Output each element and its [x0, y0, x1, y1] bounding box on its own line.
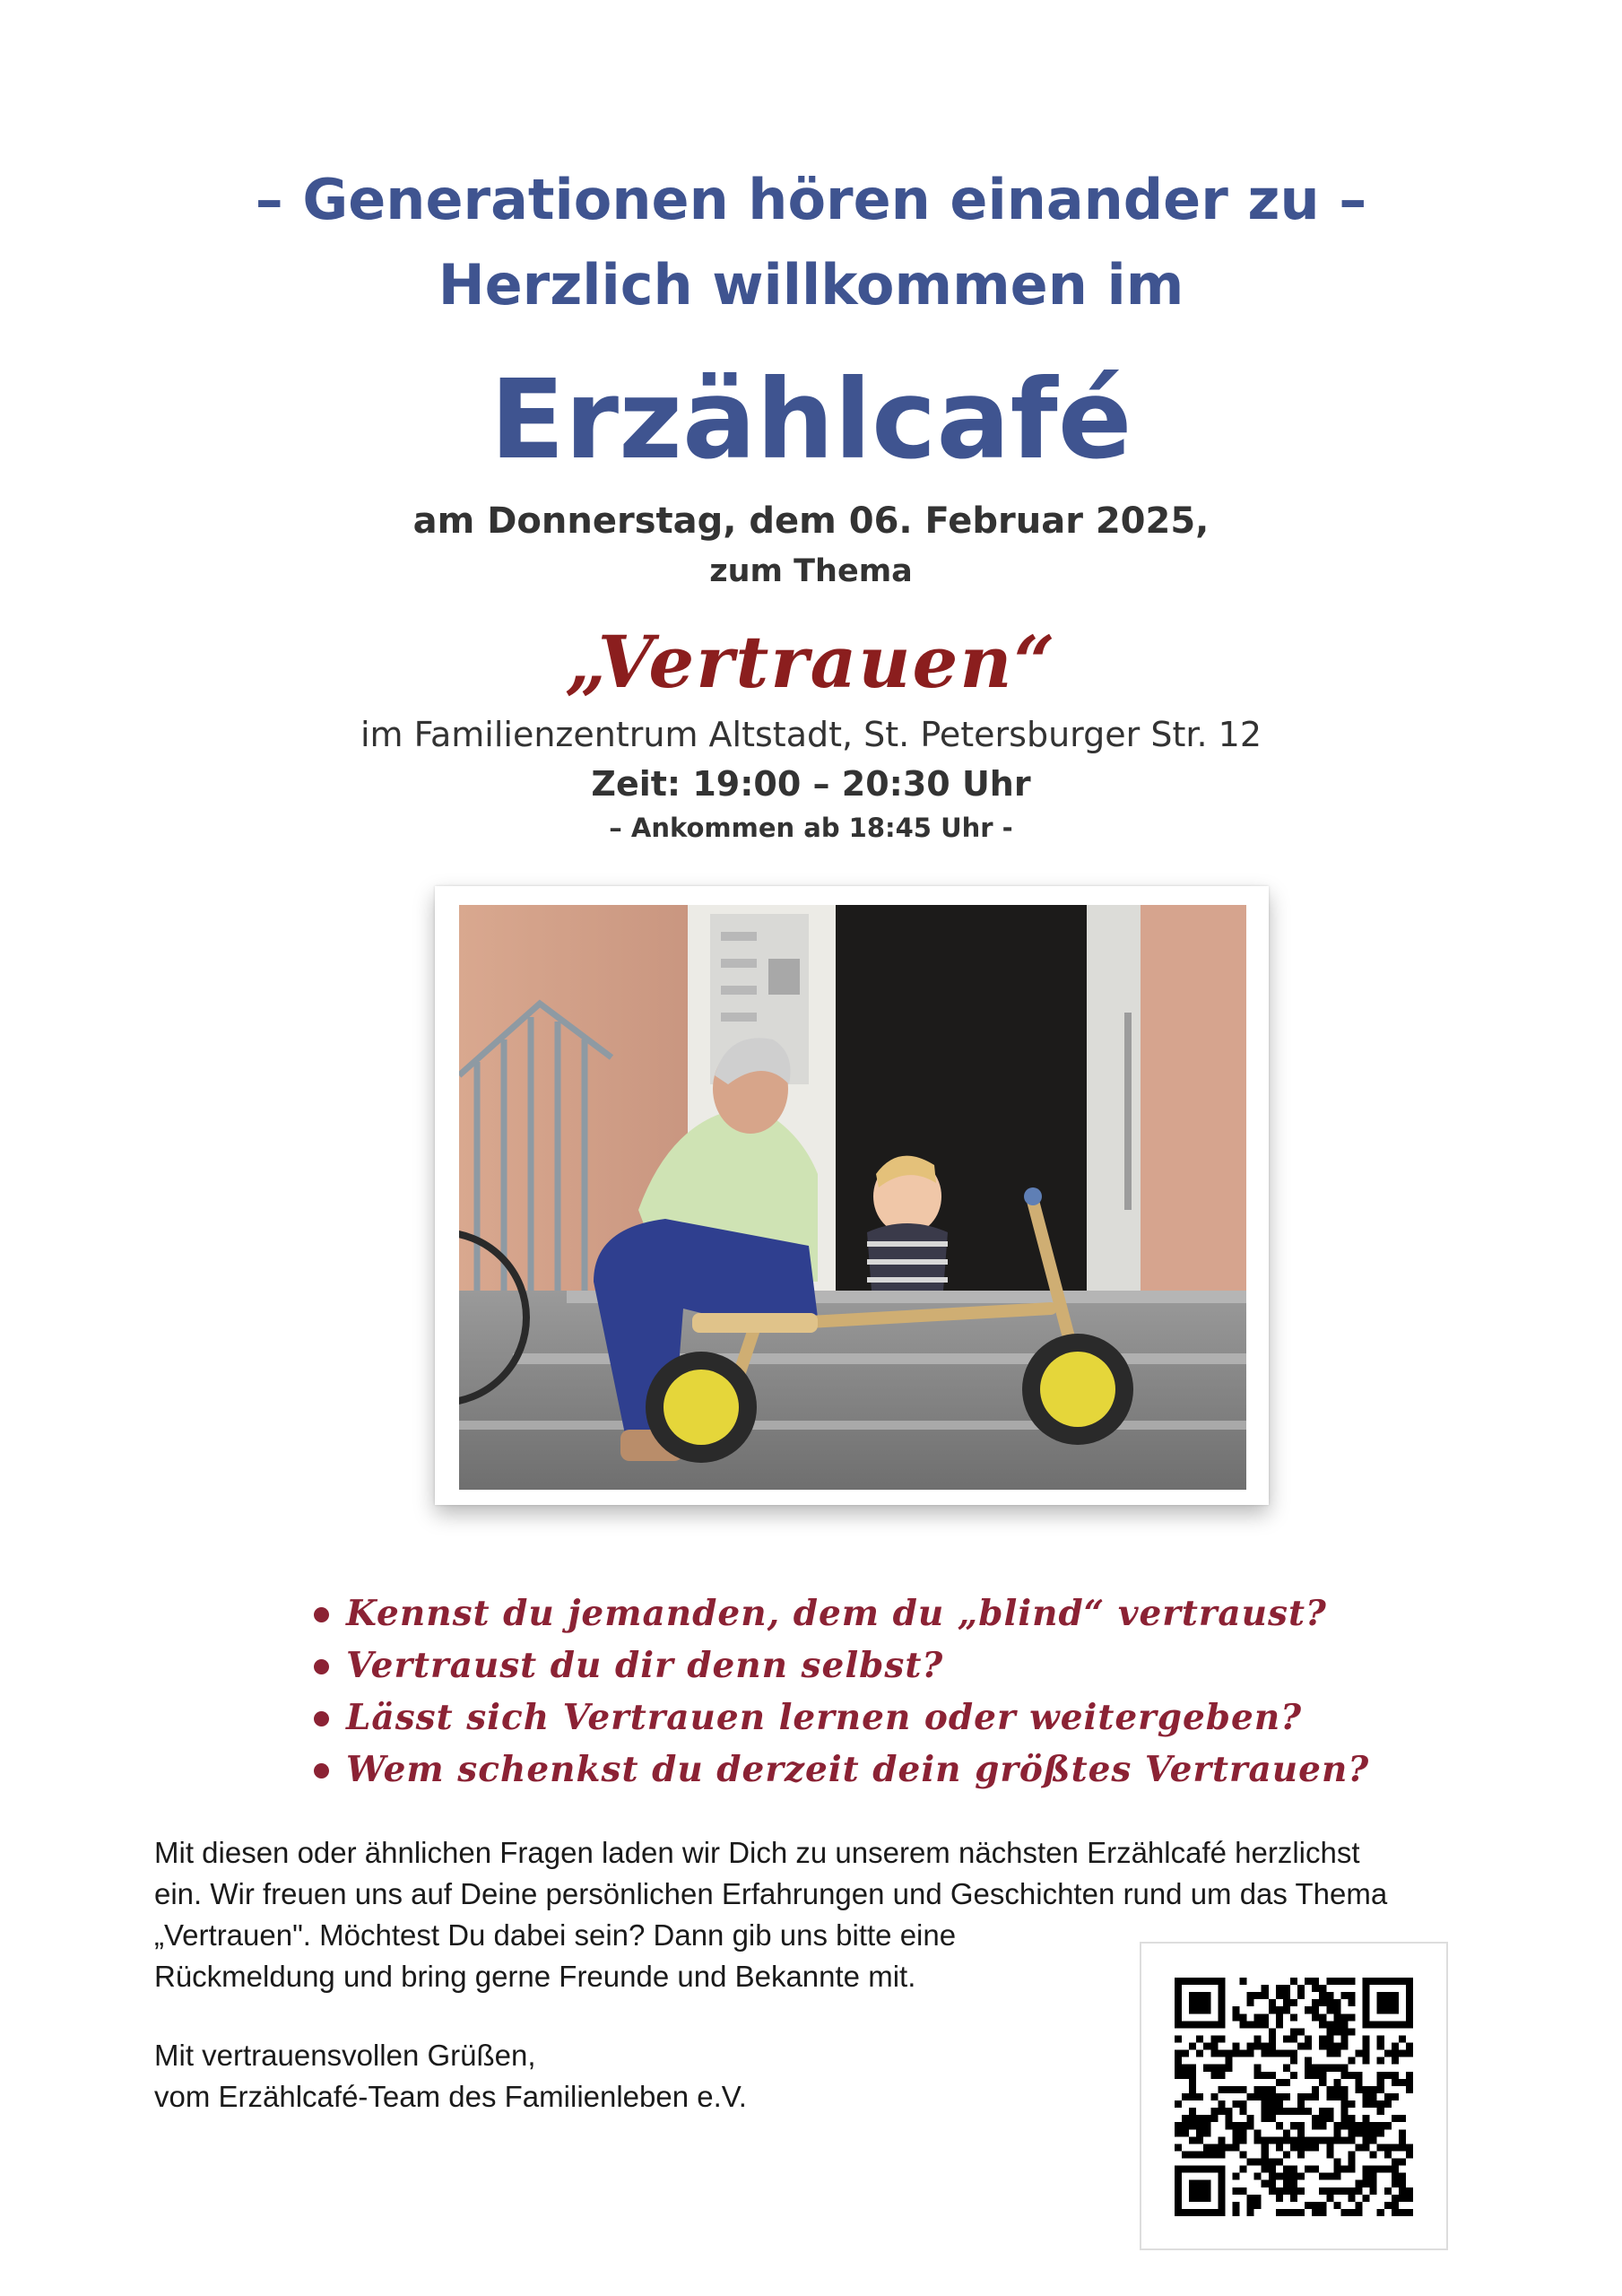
arrival-note: – Ankommen ab 18:45 Uhr - — [609, 813, 1013, 843]
body-line: „Vertrauen". Möchtest Du dabei sein? Dann gib uns bitte eine — [154, 1918, 957, 1952]
body-line: ein. Wir freuen uns auf Deine persönlichen Erfahrungen und Geschichten rund um das Thema — [154, 1877, 1388, 1910]
question-list — [314, 1587, 1390, 1796]
signoff-line: Mit vertrauensvollen Grüßen, — [154, 2039, 536, 2072]
topic-title: „Vertrauen“ — [565, 620, 1057, 704]
bullet-icon — [314, 1763, 329, 1779]
question-item: Vertraust du dir denn selbst? — [314, 1639, 1390, 1692]
event-date: am Donnerstag, dem 06. Februar 2025, — [412, 500, 1210, 542]
question-item: Wem schenkst du derzeit dein größtes Vertrauen? — [314, 1744, 1390, 1796]
signoff — [154, 2035, 1051, 2118]
qr-code-icon[interactable] — [1175, 1978, 1413, 2216]
bullet-icon — [314, 1711, 329, 1726]
signoff-line: vom Erzählcafé-Team des Familienleben e.V. — [154, 2080, 747, 2113]
tagline: – Generationen hören einander zu – — [255, 167, 1367, 232]
question-item: Kennst du jemanden, dem du „blind“ vertraust? — [314, 1587, 1390, 1639]
event-time: Zeit: 19:00 – 20:30 Uhr — [591, 764, 1031, 804]
grandfather-child-photo — [459, 905, 1246, 1490]
photo-frame — [435, 886, 1269, 1505]
bullet-icon — [314, 1607, 329, 1622]
event-location: im Familienzentrum Altstadt, St. Petersburger Str. 12 — [360, 715, 1262, 754]
question-item: Lässt sich Vertrauen lernen oder weitergeben? — [314, 1692, 1390, 1744]
welcome-line: Herzlich willkommen im — [438, 252, 1184, 317]
topic-intro: zum Thema — [709, 553, 913, 589]
bullet-icon — [314, 1659, 329, 1674]
qr-code-box — [1140, 1942, 1448, 2250]
page-title: Erzählcafé — [490, 356, 1132, 483]
body-line: Rückmeldung und bring gerne Freunde und Bekannte mit. — [154, 1960, 916, 1993]
body-line: Mit diesen oder ähnlichen Fragen laden wir Dich zu unserem nächsten Erzählcafé herzlichst — [154, 1836, 1360, 1869]
